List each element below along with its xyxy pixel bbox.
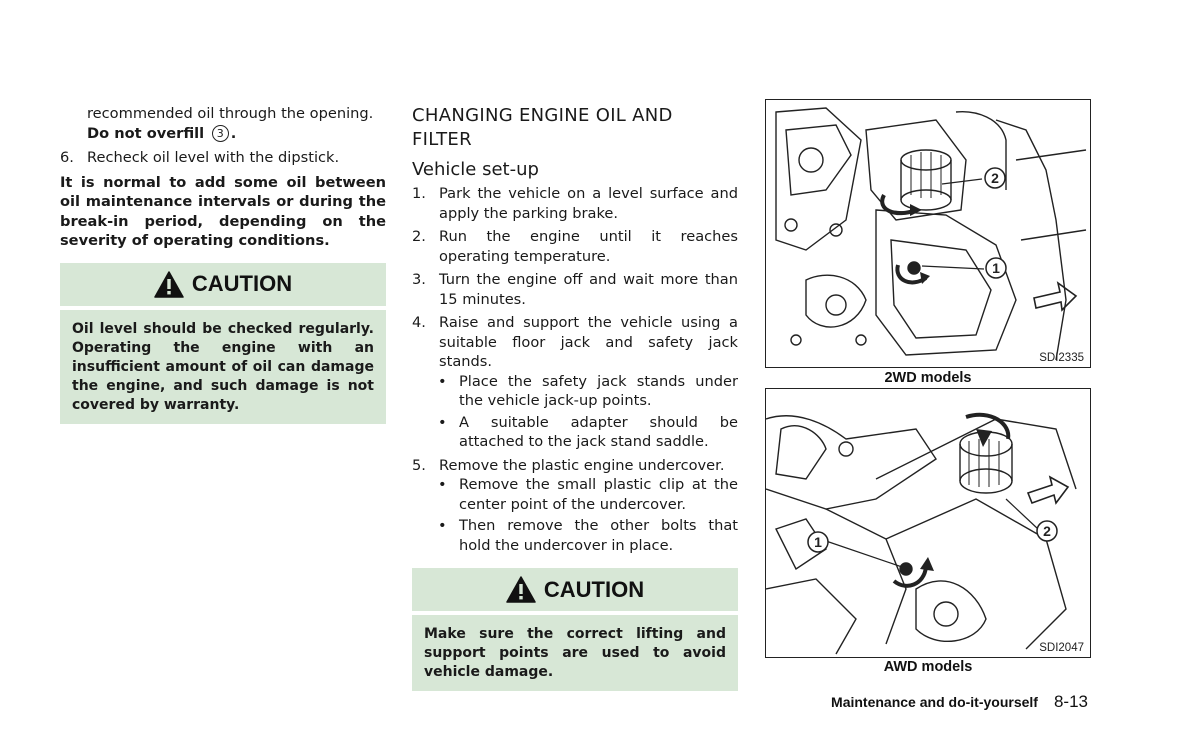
page-number: 8-13 bbox=[1053, 692, 1088, 711]
middle-column bbox=[412, 104, 738, 691]
caution-title: CAUTION bbox=[543, 576, 645, 602]
callout-2-label: 2 bbox=[1043, 523, 1051, 539]
figure-caption-awd: AWD models bbox=[883, 659, 973, 675]
callout-1-label: 1 bbox=[992, 260, 1000, 276]
bullet-text: Remove the small plastic clip at the center point of the undercover. bbox=[459, 476, 738, 513]
step-number: 1. bbox=[412, 185, 426, 202]
figure-code: SDI2047 bbox=[1039, 642, 1084, 654]
continued-step-text: recommended oil through the opening. bbox=[87, 105, 374, 122]
overfill-warning: Do not overfill bbox=[87, 124, 205, 142]
caution-text: Oil level should be checked regularly. Operating the engine with an insufficient amount of oil can damage the engine, and such damage is not covered by warranty. bbox=[72, 320, 374, 413]
step-5 bbox=[412, 456, 738, 476]
step-number: 5. bbox=[412, 456, 426, 474]
figure-code: SDI2335 bbox=[1039, 352, 1084, 364]
figure-caption-2wd: 2WD models bbox=[884, 370, 972, 386]
step-4-bullet-1: • Place the safety jack stands under the vehicle jack-up points. bbox=[438, 372, 738, 409]
caution-box-lifting bbox=[412, 568, 738, 691]
page-footer bbox=[831, 692, 1088, 712]
step-5-bullet-1: • Remove the small plastic clip at the center point of the undercover. bbox=[438, 476, 738, 513]
step-text: Park the vehicle on a level surface and apply the parking brake. bbox=[439, 185, 738, 222]
subsection-title: Vehicle set-up bbox=[412, 159, 539, 180]
step-3 bbox=[412, 270, 738, 309]
footer-section-title: Maintenance and do-it-yourself bbox=[831, 694, 1038, 710]
left-column bbox=[60, 104, 386, 424]
caution-title: CAUTION bbox=[191, 271, 293, 297]
step-4-bullet-2: • A suitable adapter should be attached to the jack stand saddle. bbox=[438, 413, 738, 450]
step-number: 6. bbox=[60, 149, 74, 166]
step-text: Remove the plastic engine undercover. bbox=[439, 456, 725, 474]
oil-note: It is normal to add some oil between oil maintenance intervals or during the break-in period, depending on the severity of operating conditions. bbox=[60, 173, 386, 249]
callout-1-label: 1 bbox=[814, 534, 822, 550]
step-text: Raise and support the vehicle using a suitable floor jack and safety jack stands. bbox=[439, 314, 738, 370]
step-6 bbox=[60, 148, 386, 168]
caution-header bbox=[412, 568, 738, 615]
caution-text: Make sure the correct lifting and support points are used to avoid vehicle damage. bbox=[424, 626, 726, 680]
step-text: Recheck oil level with the dipstick. bbox=[87, 149, 340, 166]
warning-icon bbox=[506, 576, 536, 603]
step-5-bullet-2: • Then remove the other bolts that hold the undercover in place. bbox=[438, 517, 738, 554]
section-title: CHANGING ENGINE OIL AND FILTER bbox=[412, 105, 673, 150]
step-2 bbox=[412, 227, 738, 266]
step-number: 3. bbox=[412, 271, 426, 288]
warning-icon bbox=[154, 271, 184, 298]
continued-step: recommended oil through the opening. Do not overfill 3 . bbox=[87, 105, 374, 142]
bullet-text: A suitable adapter should be attached to the jack stand saddle. bbox=[459, 413, 738, 450]
step-text: Turn the engine off and wait more than 15 minutes. bbox=[439, 271, 738, 308]
step-4 bbox=[412, 313, 738, 372]
bullet-text: Then remove the other bolts that hold the undercover in place. bbox=[459, 517, 738, 554]
callout-3: 3 bbox=[212, 125, 229, 142]
caution-header bbox=[60, 263, 386, 310]
figure-awd-illustration bbox=[765, 388, 1091, 658]
caution-box-oil-level bbox=[60, 263, 386, 424]
callout-2-label: 2 bbox=[991, 170, 999, 186]
step-1 bbox=[412, 184, 738, 223]
step-number: 2. bbox=[412, 228, 426, 245]
step-number: 4. bbox=[412, 314, 426, 331]
step-text: Run the engine until it reaches operating temperature. bbox=[439, 228, 738, 265]
bullet-text: Place the safety jack stands under the vehicle jack-up points. bbox=[459, 372, 738, 409]
figure-2wd-illustration bbox=[765, 99, 1091, 368]
